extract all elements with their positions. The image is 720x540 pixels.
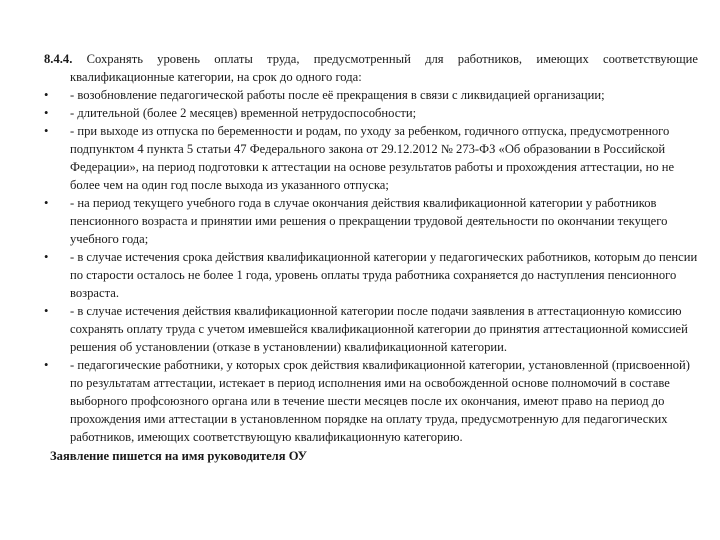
list-item bbox=[44, 194, 698, 248]
list-item-text: - в случае истечения действия квалификационной категории после подачи заявления в аттестационную комиссию сохранять оплату труда с учетом имевшейся квалификационной категории до принятия аттестационной комиссией решения об установлении (отказе в установлении) квалификационной категории. bbox=[70, 304, 688, 354]
document-page bbox=[44, 50, 698, 465]
bullet-icon: • bbox=[44, 88, 49, 102]
bullet-icon: • bbox=[44, 304, 49, 318]
list-item bbox=[44, 356, 698, 446]
bullet-icon: • bbox=[44, 196, 49, 210]
list-item-text: - возобновление педагогической работы после её прекращения в связи с ликвидацией организации; bbox=[70, 88, 605, 102]
list-item-text: - педагогические работники, у которых срок действия квалификационной категории, установленной (присвоенной) по результатам аттестации, истекает в период исполнения ими на освобожденной основе полномочий в составе выборного профсоюзного органа или в течение шести месяцев после их окончания, имеют право на период до прохождения ими аттестации в установленном порядке на оплату труда, предусмотренную для педагогических работников, имеющих соответствующую квалификационную категорию. bbox=[70, 358, 690, 444]
section-number: 8.4.4. bbox=[44, 52, 73, 66]
list-item bbox=[44, 122, 698, 194]
list-item bbox=[44, 104, 698, 122]
section-intro bbox=[44, 50, 698, 86]
bullet-icon: • bbox=[44, 358, 49, 372]
list-item-text: - на период текущего учебного года в случае окончания действия квалификационной категории у работников пенсионного возраста и принятии ими решения о прекращении трудовой деятельности по окончании текущего учебного года; bbox=[70, 196, 668, 246]
list-item-text: - длительной (более 2 месяцев) временной нетрудоспособности; bbox=[70, 106, 417, 120]
bullet-icon: • bbox=[44, 124, 49, 138]
list-item bbox=[44, 86, 698, 104]
footer-note: Заявление пишется на имя руководителя ОУ bbox=[50, 449, 308, 463]
bullet-icon: • bbox=[44, 250, 49, 264]
list-item-text: - при выходе из отпуска по беременности и родам, по уходу за ребенком, годичного отпуска, предусмотренного подпунктом 4 пункта 5 статьи 47 Федерального закона от 29.12.2012 № 273-ФЗ «Об образовании в Российской Федерации», на период подготовки к аттестации на основе результатов работы и прохождения аттестации, но не более чем на один год после выхода из указанного отпуска; bbox=[70, 124, 675, 192]
list-item bbox=[44, 302, 698, 356]
bullet-icon: • bbox=[44, 106, 49, 120]
list-item-text: - в случае истечения срока действия квалификационной категории у педагогических работников, которым до пенсии по старости осталось не более 1 года, уровень оплаты труда работника сохраняется до наступления пенсионного возраста. bbox=[70, 250, 698, 300]
conditions-list bbox=[44, 86, 698, 446]
section-intro-text: Сохранять уровень оплаты труда, предусмотренный для работников, имеющих соответствующие квалификационные категории, на срок до одного года: bbox=[70, 52, 698, 84]
list-item bbox=[44, 248, 698, 302]
